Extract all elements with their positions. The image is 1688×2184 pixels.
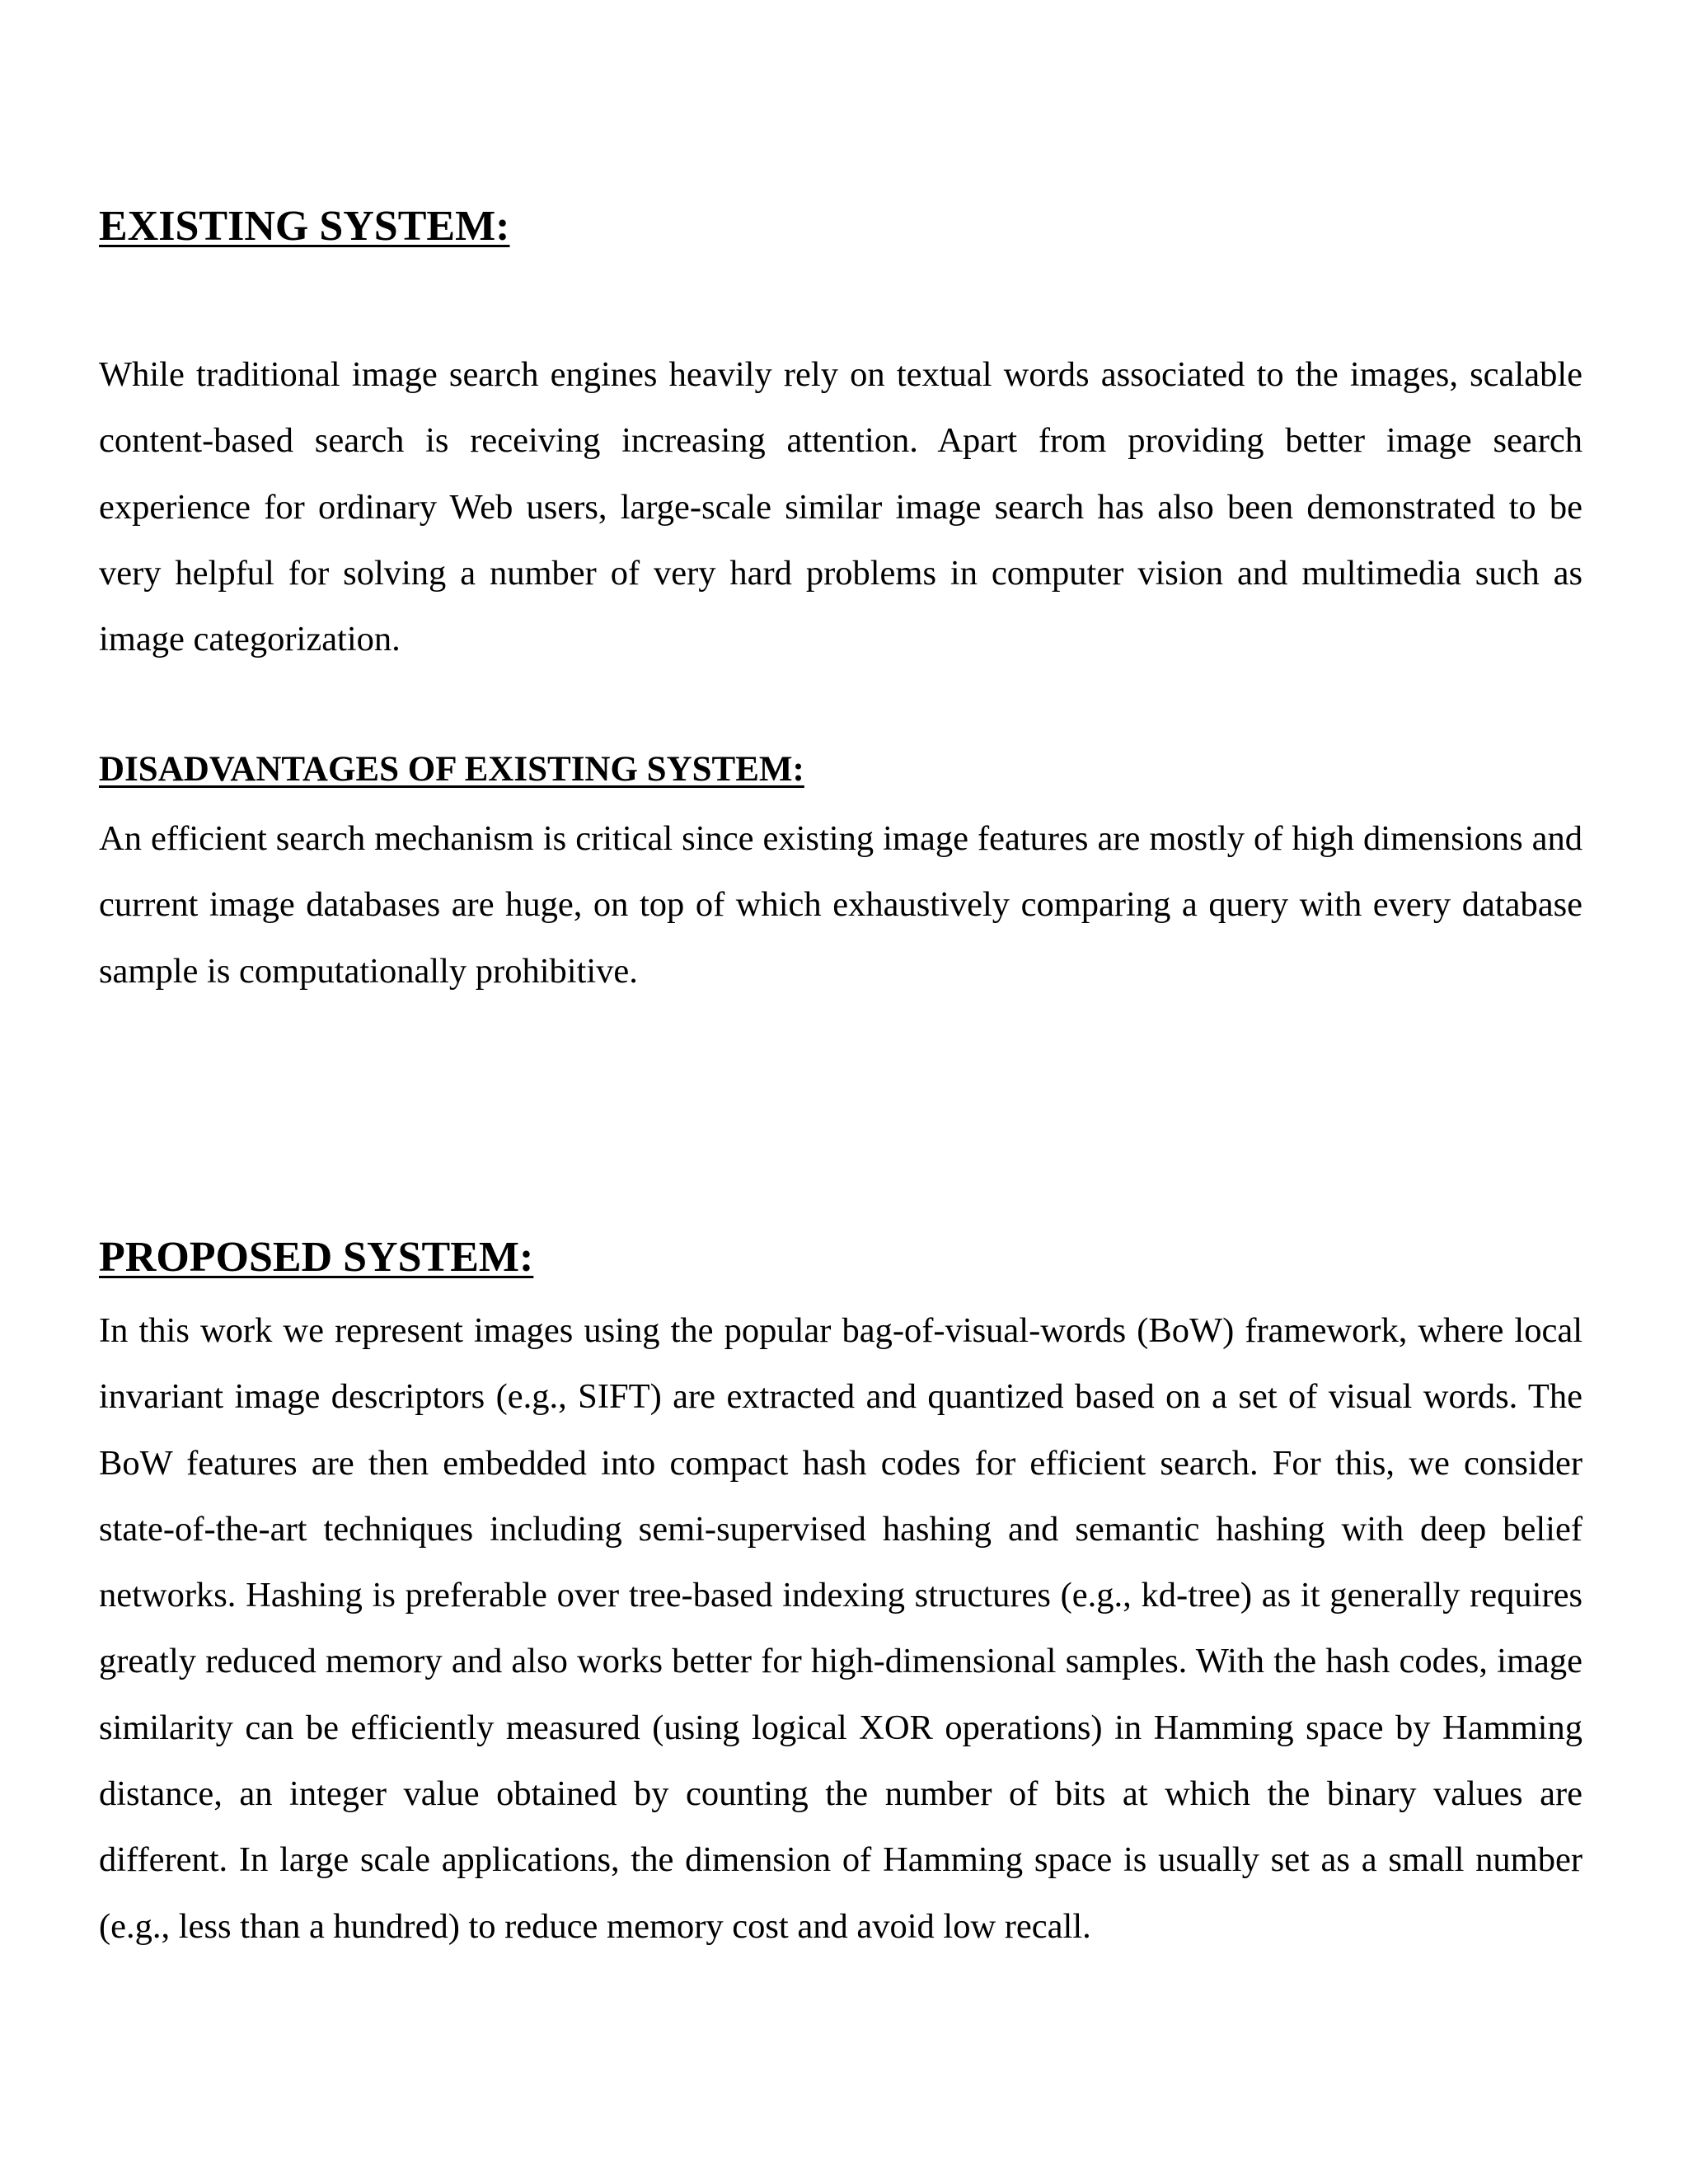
existing-system-paragraph: While traditional image search engines heavily rely on textual words associated to the images, scalable content-based search is receiving increasing attention. Apart from providing better image search experience for ordinary Web users, large-scale similar image search has also been demonstrated to be very helpful for solving a number of very hard problems in computer vision and multimedia such as image categorization. [99,355,1582,659]
disadvantages-heading: DISADVANTAGES OF EXISTING SYSTEM: [99,750,804,789]
disadvantages-paragraph: An efficient search mechanism is critical since existing image features are mostly of high dimensions and current image databases are huge, on top of which exhaustively comparing a query with every database sample is computationally prohibitive. [99,819,1582,991]
proposed-system-paragraph: In this work we represent images using the popular bag-of-visual-words (BoW) framework, where local invariant image descriptors (e.g., SIFT) are extracted and quantized based on a set of visual words. The BoW features are then embedded into compact hash codes for efficient search. For this, we consider state-of-the-art techniques including semi-supervised hashing and semantic hashing with deep belief networks. Hashing is preferable over tree-based indexing structures (e.g., kd-tree) as it generally requires greatly reduced memory and also works better for high-dimensional samples. With the hash codes, image similarity can be efficiently measured (using logical XOR operations) in Hamming space by Hamming distance, an integer value obtained by counting the number of bits at which the binary values are different. In large scale applications, the dimension of Hamming space is usually set as a small number (e.g., less than a hundred) to reduce memory cost and avoid low recall. [99,1311,1582,1946]
proposed-system-heading: PROPOSED SYSTEM: [99,1234,534,1281]
existing-system-heading: EXISTING SYSTEM: [99,203,510,250]
